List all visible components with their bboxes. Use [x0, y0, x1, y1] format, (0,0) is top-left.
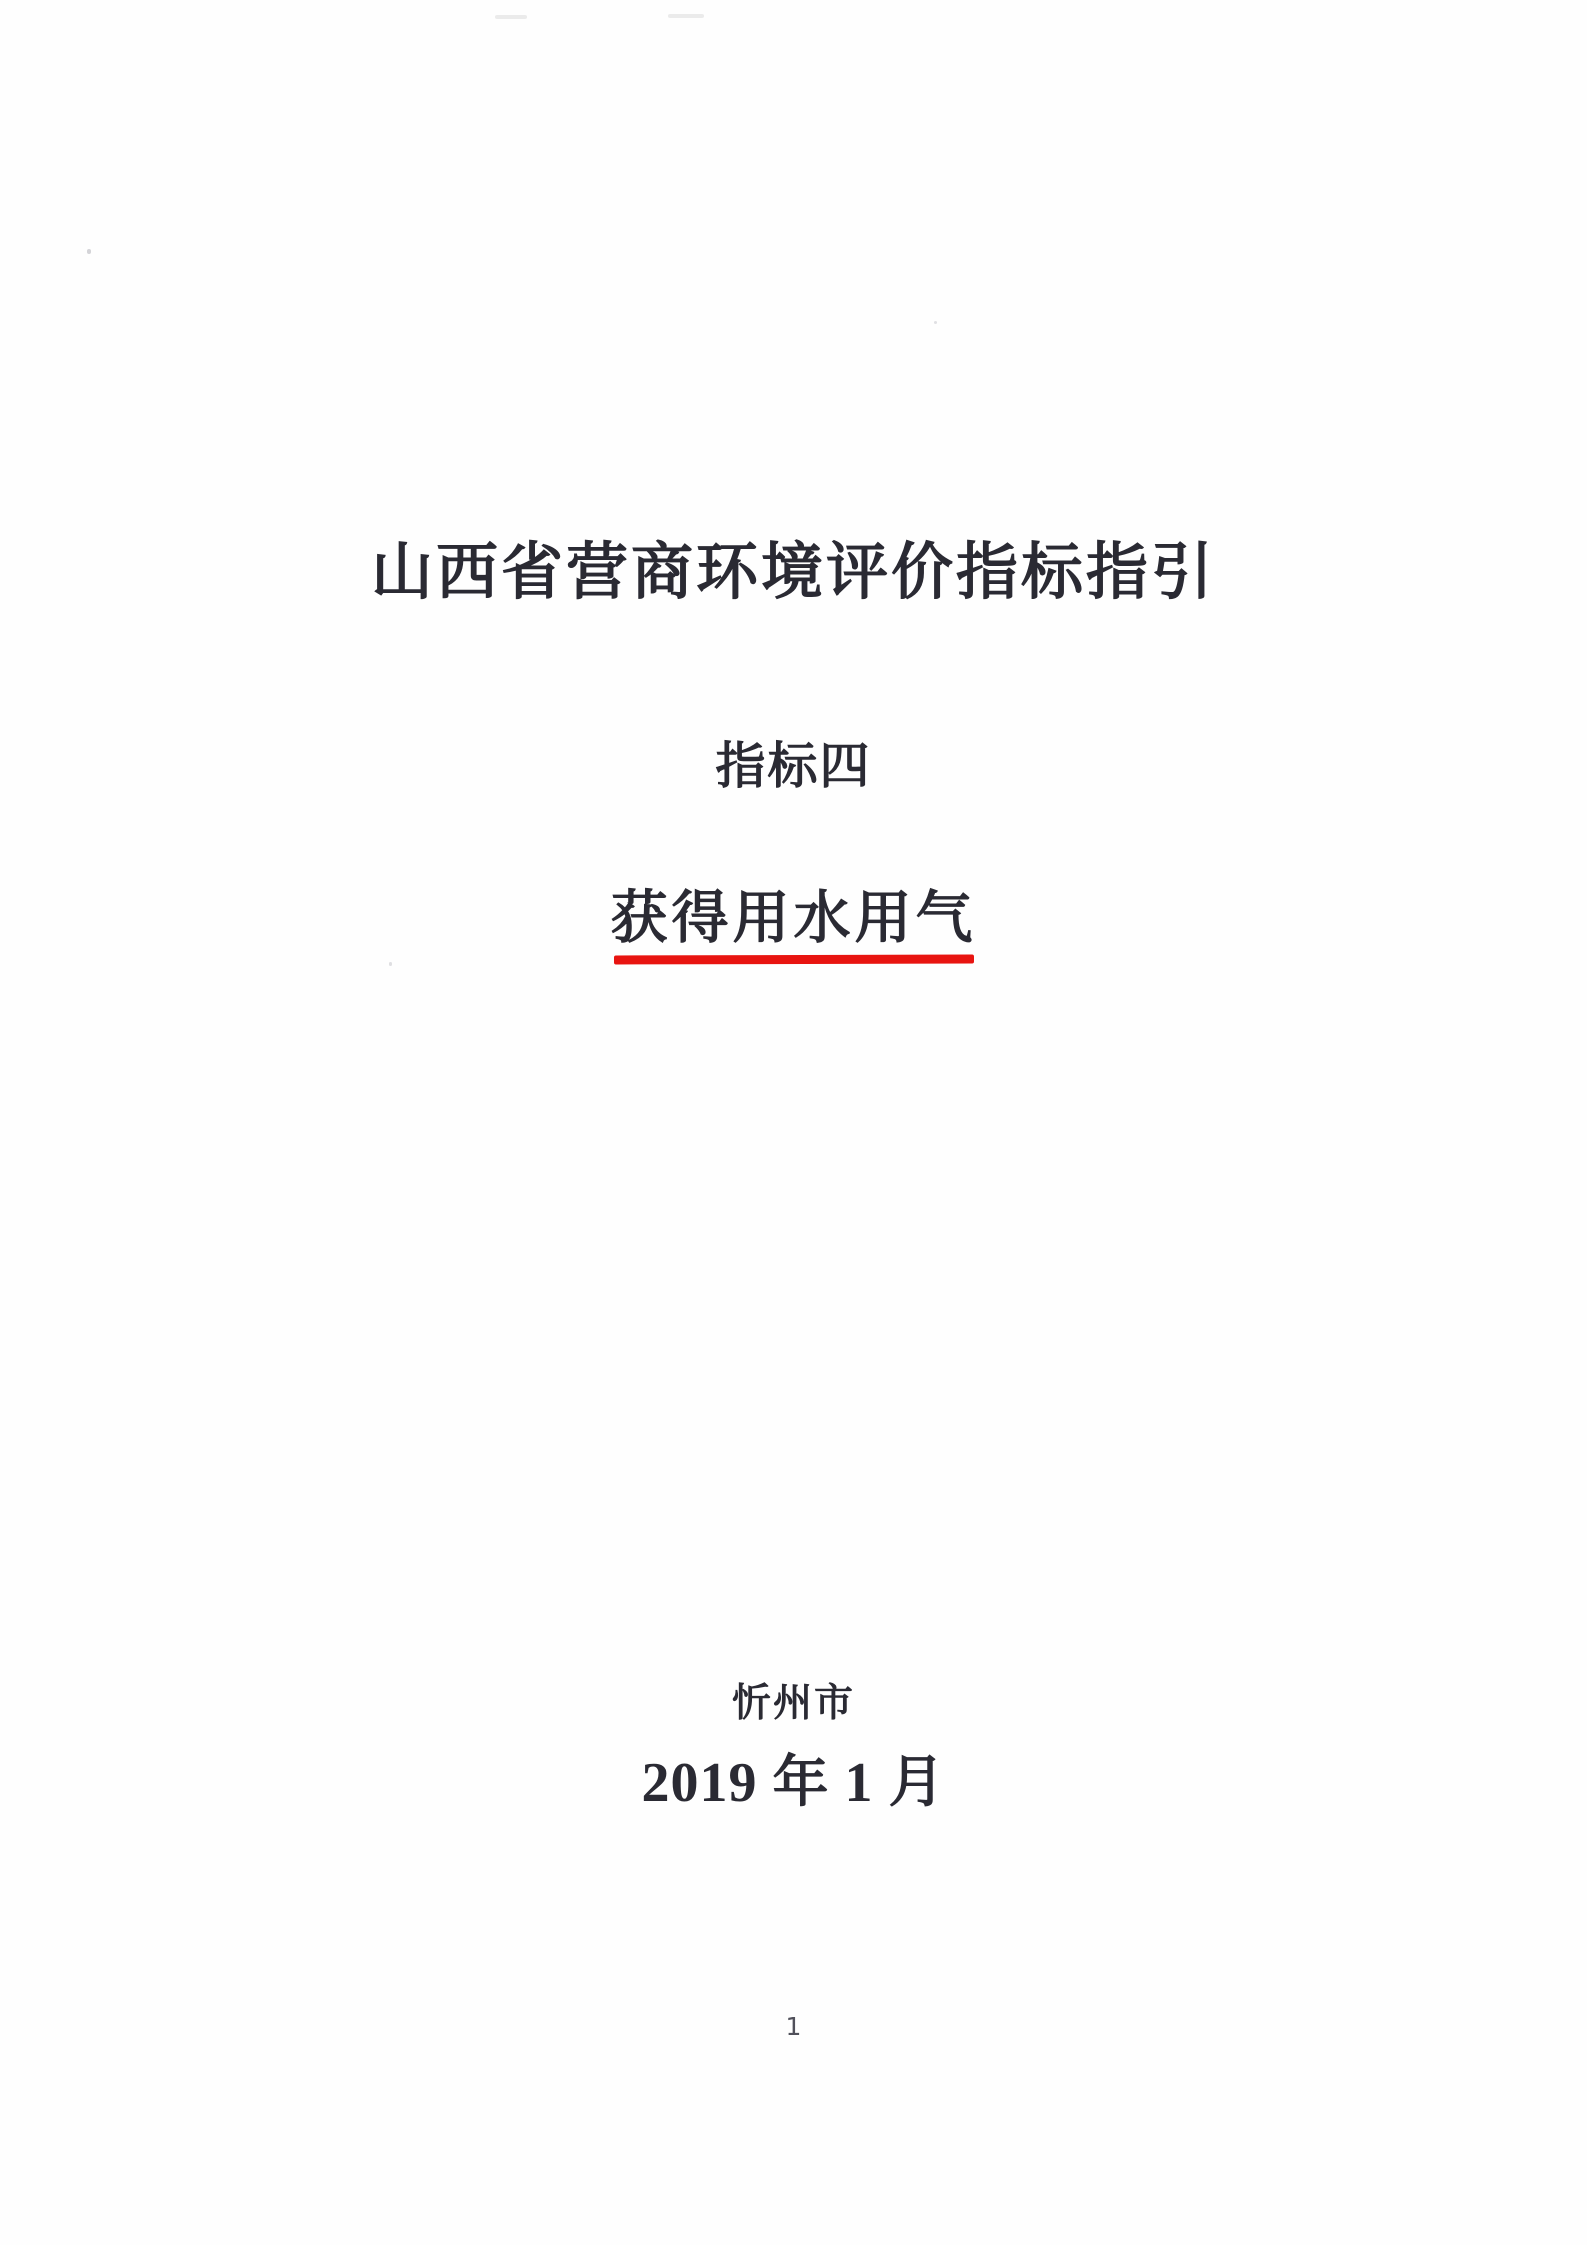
scan-artifact [495, 15, 527, 19]
publication-date: 2019 年 1 月 [641, 1752, 946, 1814]
scan-artifact [934, 321, 937, 324]
scan-artifact [668, 14, 704, 18]
red-underline [613, 955, 973, 965]
scan-artifact [389, 962, 392, 966]
document-title: 山西省营商环境评价指标指引 [370, 539, 1216, 607]
indicator-name-heading: 获得用水用气 [610, 887, 977, 950]
indicator-number-heading: 指标四 [715, 738, 872, 794]
page-number: 1 [785, 2012, 802, 2041]
scan-artifact [87, 249, 91, 254]
city-name: 忻州市 [731, 1682, 855, 1725]
